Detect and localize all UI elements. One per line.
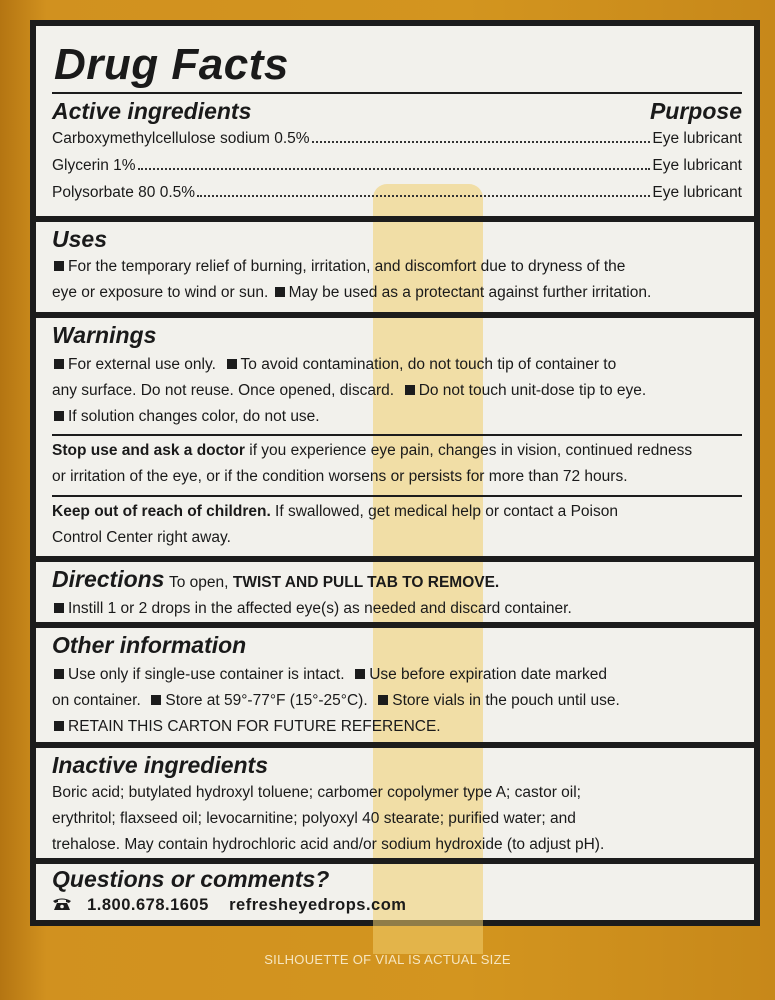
keep-out-text: Control Center right away. (52, 529, 231, 546)
bullet-square (54, 669, 64, 679)
inactive-ingredients-section (36, 752, 754, 858)
ingredient-name: Carboxymethylcellulose sodium 0.5% (52, 130, 310, 147)
other-info-text: RETAIN THIS CARTON FOR FUTURE REFERENCE. (68, 718, 441, 735)
bullet-square (151, 695, 161, 705)
other-info-text: Use only if single-use container is intact. (68, 666, 345, 683)
warning-text: Do not touch unit-dose tip to eye. (418, 382, 647, 399)
warning-text: any surface. Do not reuse. Once opened, discard. (52, 382, 395, 399)
stop-use-block (36, 438, 754, 490)
section-divider (36, 742, 754, 748)
directions-intro: To open, (168, 574, 229, 591)
stop-use-text: if you experience eye pain, changes in vision, continued redness (244, 442, 693, 459)
ingredient-name: Polysorbate 80 0.5% (52, 184, 196, 201)
ingredient-name: Glycerin 1% (52, 157, 136, 174)
keep-out-label: Keep out of reach of children. (52, 503, 271, 520)
leader-dots (197, 195, 650, 197)
section-divider (36, 622, 754, 628)
inactive-text: erythritol; flaxseed oil; levocarnitine; polyoxyl 40 stearate; purified water; and (52, 810, 576, 827)
inactive-text: Boric acid; butylated hydroxyl toluene; carbomer copolymer type A; castor oil; (52, 784, 581, 801)
warnings-section (36, 322, 754, 430)
drug-facts-panel (30, 20, 760, 926)
keep-out-block (36, 499, 754, 551)
bullet-square (378, 695, 388, 705)
section-divider (36, 216, 754, 222)
section-divider (36, 312, 754, 318)
drug-facts-title: Drug Facts (54, 40, 289, 89)
directions-text: Instill 1 or 2 drops in the affected eye(s) as needed and discard container. (68, 600, 572, 617)
ingredient-purpose: Eye lubricant (652, 130, 742, 147)
other-info-heading: Other information (52, 632, 247, 658)
other-info-text: Use before expiration date marked (369, 666, 607, 683)
inactive-text: trehalose. May contain hydrochloric acid and/or sodium hydroxide (to adjust pH). (52, 836, 605, 853)
directions-section (36, 566, 754, 622)
other-info-text: on container. (52, 692, 141, 709)
bullet-square (54, 603, 64, 613)
stop-use-label: Stop use and ask a doctor (52, 442, 245, 459)
bullet-square (355, 669, 365, 679)
bullet-square (275, 287, 285, 297)
uses-text: For the temporary relief of burning, irritation, and discomfort due to dryness of the (68, 258, 626, 275)
directions-intro-bold: TWIST AND PULL TAB TO REMOVE. (232, 574, 500, 591)
inactive-ingredients-heading: Inactive ingredients (52, 752, 269, 778)
other-info-text: Store vials in the pouch until use. (392, 692, 620, 709)
stop-use-text: or irritation of the eye, or if the condition worsens or persists for more than 72 hours. (52, 468, 628, 485)
ingredient-purpose: Eye lubricant (652, 157, 742, 174)
bullet-square (54, 261, 64, 271)
active-ingredients-heading: Active ingredients (52, 98, 252, 124)
warning-rule (52, 434, 742, 436)
phone-icon (52, 897, 72, 911)
bullet-square (227, 359, 237, 369)
bullet-square (54, 359, 64, 369)
title-rule (52, 92, 742, 94)
warning-text: To avoid contamination, (240, 356, 404, 373)
ingredient-purpose: Eye lubricant (652, 184, 742, 201)
bullet-square (54, 721, 64, 731)
questions-heading: Questions or comments? (52, 866, 330, 892)
other-info-text: Store at 59°-77°F (15°-25°C). (165, 692, 368, 709)
warning-text: do not touch tip of container to (407, 356, 617, 373)
website-link[interactable]: refresheyedrops.com (229, 896, 407, 914)
bullet-square (54, 411, 64, 421)
section-divider (36, 858, 754, 864)
keep-out-text: If swallowed, get medical help or contact a Poison (270, 503, 618, 520)
active-ingredients-section (36, 98, 754, 211)
other-info-section (36, 632, 754, 740)
uses-text: May be used as a protectant against further irritation. (288, 284, 652, 301)
uses-section (36, 226, 754, 306)
leader-dots (138, 168, 651, 170)
warning-text: If solution changes color, do not use. (68, 408, 320, 425)
ingredient-row (52, 157, 742, 184)
warning-rule (52, 495, 742, 497)
warnings-heading: Warnings (52, 322, 157, 348)
ingredient-row (52, 130, 742, 157)
bullet-square (405, 385, 415, 395)
phone-number[interactable]: 1.800.678.1605 (87, 896, 209, 914)
ingredient-row (52, 184, 742, 211)
directions-heading: Directions (52, 566, 165, 592)
warning-text: For external use only. (68, 356, 216, 373)
uses-heading: Uses (52, 226, 107, 252)
section-divider (36, 556, 754, 562)
vial-size-note: SILHOUETTE OF VIAL IS ACTUAL SIZE (264, 952, 511, 967)
uses-text: eye or exposure to wind or sun. (52, 284, 269, 301)
questions-section (36, 866, 754, 915)
leader-dots (312, 141, 651, 143)
purpose-heading: Purpose (649, 98, 742, 124)
